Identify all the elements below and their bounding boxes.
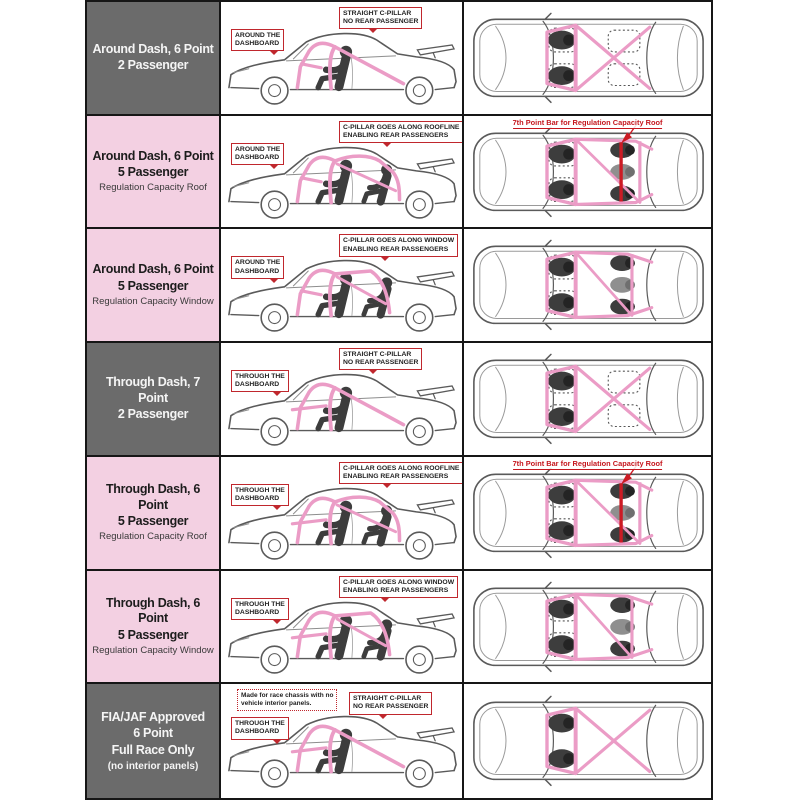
dashboard-callout: THROUGH THE DASHBOARD xyxy=(231,598,289,620)
config-label xyxy=(87,2,221,114)
config-label xyxy=(87,571,221,683)
config-label xyxy=(87,229,221,341)
config-row-6 xyxy=(87,571,711,685)
config-title-line2: 2 Passenger xyxy=(117,58,189,73)
c-pillar-callout: C-PILLAR GOES ALONG ROOFLINE ENABLING REAR PASSENGERS xyxy=(339,121,463,143)
top-view-diagram xyxy=(464,571,711,683)
config-title-line2: 2 Passenger xyxy=(117,407,189,422)
race-chassis-note: Made for race chassis with no vehicle interior panels. xyxy=(237,689,337,711)
c-pillar-callout: STRAIGHT C-PILLAR NO REAR PASSENGER xyxy=(339,7,422,29)
configuration-table xyxy=(85,0,713,800)
config-title-line2: 5 Passenger xyxy=(117,165,189,180)
dashboard-callout: AROUND THE DASHBOARD xyxy=(231,143,284,165)
side-view-cell xyxy=(221,229,464,341)
config-title-line2: 5 Passenger xyxy=(117,279,189,294)
top-view-diagram xyxy=(464,343,711,455)
config-row-5 xyxy=(87,457,711,571)
dashboard-callout: THROUGH THE DASHBOARD xyxy=(231,484,289,506)
config-row-4 xyxy=(87,343,711,457)
side-view-cell xyxy=(221,457,464,569)
top-view-cell xyxy=(464,457,711,569)
config-title-line1: Around Dash, 6 Point xyxy=(92,41,214,56)
dashboard-callout: THROUGH THE DASHBOARD xyxy=(231,370,289,392)
top-view-diagram xyxy=(464,116,711,228)
top-view-diagram xyxy=(464,457,711,569)
seventh-point-annotation: 7th Point Bar for Regulation Capacity Roof xyxy=(512,117,663,127)
config-row-1 xyxy=(87,2,711,116)
config-label xyxy=(87,116,221,228)
top-view-cell xyxy=(464,684,711,798)
top-view-diagram xyxy=(464,2,711,114)
config-subtitle: Regulation Capacity Window xyxy=(92,644,214,656)
top-view-cell xyxy=(464,229,711,341)
top-view-cell xyxy=(464,571,711,683)
c-pillar-callout: C-PILLAR GOES ALONG WINDOW ENABLING REAR PASSENGERS xyxy=(339,234,458,256)
top-view-cell xyxy=(464,116,711,228)
config-title-line2: 5 Passenger xyxy=(117,628,189,643)
seventh-point-annotation: 7th Point Bar for Regulation Capacity Roof xyxy=(512,458,663,468)
config-subtitle: Regulation Capacity Window xyxy=(92,295,214,307)
c-pillar-callout: C-PILLAR GOES ALONG WINDOW ENABLING REAR PASSENGERS xyxy=(339,576,458,598)
side-view-cell xyxy=(221,116,464,228)
c-pillar-callout: C-PILLAR GOES ALONG ROOFLINE ENABLING REAR PASSENGERS xyxy=(339,462,463,484)
top-view-diagram xyxy=(464,229,711,341)
config-title-line1: Around Dash, 6 Point xyxy=(92,262,214,277)
dashboard-callout: THROUGH THE DASHBOARD xyxy=(231,717,289,739)
config-row-2 xyxy=(87,116,711,230)
config-title-line1: Through Dash, 7 Point xyxy=(105,375,201,405)
side-view-cell xyxy=(221,343,464,455)
side-view-cell xyxy=(221,684,464,798)
c-pillar-callout: STRAIGHT C-PILLAR NO REAR PASSENGER xyxy=(349,692,432,714)
config-row-7 xyxy=(87,684,711,798)
config-title-line2: 5 Passenger xyxy=(117,514,189,529)
config-title-line3: Full Race Only xyxy=(111,742,195,757)
config-label xyxy=(87,457,221,569)
config-title-line1: Through Dash, 6 Point xyxy=(105,482,201,512)
top-view-diagram xyxy=(464,684,711,798)
config-row-3 xyxy=(87,229,711,343)
side-view-cell xyxy=(221,2,464,114)
config-title-line2: 6 Point xyxy=(133,726,173,741)
c-pillar-callout: STRAIGHT C-PILLAR NO REAR PASSENGER xyxy=(339,348,422,370)
config-title-line1: Through Dash, 6 Point xyxy=(105,595,201,626)
config-note: (no interior panels) xyxy=(107,760,199,772)
top-view-cell xyxy=(464,343,711,455)
config-label xyxy=(87,684,221,798)
config-title-line1: Around Dash, 6 Point xyxy=(92,148,214,163)
config-title-line1: FIA/JAF Approved xyxy=(101,709,205,724)
top-view-cell xyxy=(464,2,711,114)
config-subtitle: Regulation Capacity Roof xyxy=(99,182,207,194)
dashboard-callout: AROUND THE DASHBOARD xyxy=(231,256,284,278)
config-subtitle: Regulation Capacity Roof xyxy=(99,530,207,542)
side-view-cell xyxy=(221,571,464,683)
dashboard-callout: AROUND THE DASHBOARD xyxy=(231,29,284,51)
config-label xyxy=(87,343,221,455)
